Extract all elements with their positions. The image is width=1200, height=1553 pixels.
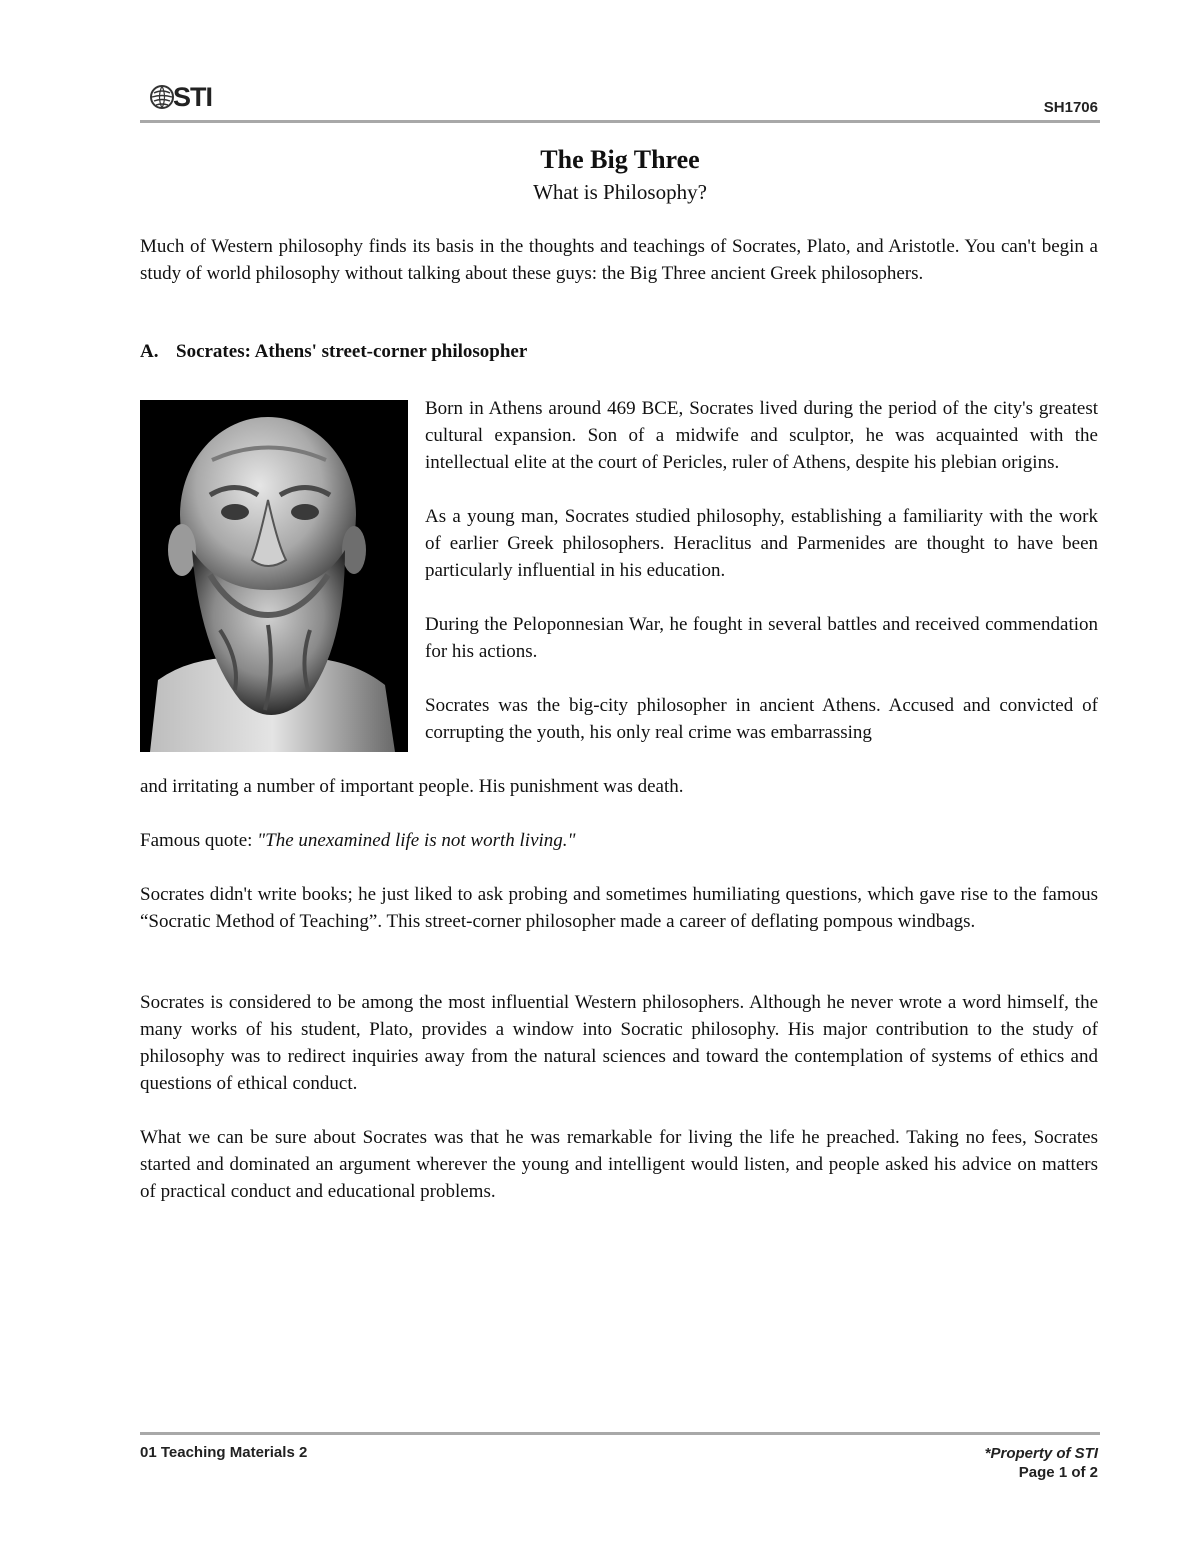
page-number: Page 1 of 2 (1018, 1464, 1098, 1481)
famous-quote (140, 827, 1098, 854)
page-subtitle: What is Philosophy? (533, 180, 707, 204)
globe-icon (149, 84, 175, 110)
section-letter: A. (140, 341, 159, 362)
footer-course: 01 Teaching Materials 2 (140, 1444, 308, 1461)
footer-right (985, 1444, 1098, 1482)
bio-paragraph: Born in Athens around 469 BCE, Socrates lived during the period of the city's greatest cultural expansion. Son of a midwife and sculptor, he was acquainted with the intellectual elite at the court of Pericles, ruler of Athens, despite his plebian origins. (425, 398, 1098, 473)
quote-label: Famous quote: (140, 830, 258, 851)
body-paragraph: What we can be sure about Socrates was that he was remarkable for living the life he preached. Taking no fees, Socrates started and dominated an argument wherever the young and intelligent would listen, and people asked his advice on matters of practical conduct and educational problems. (140, 1127, 1098, 1202)
sti-logo (149, 80, 212, 114)
page-title: The Big Three (540, 145, 700, 174)
header-divider (140, 120, 1100, 123)
section-heading-text: Socrates: Athens' street-corner philosopher (176, 341, 528, 362)
socrates-bio (425, 395, 1098, 773)
body-paragraph: Socrates didn't write books; he just liked to ask probing and sometimes humiliating questions, which gave rise to the famous “Socratic Method of Teaching”. This street-corner philosopher made a career of deflating pompous windbags. (140, 884, 1098, 932)
intro-paragraph: Much of Western philosophy finds its basis in the thoughts and teachings of Socrates, Plato, and Aristotle. You can't begin a study of world philosophy without talking about these guys: the Big Three ancient Greek philosophers. (140, 236, 1098, 284)
bio-paragraph: As a young man, Socrates studied philosophy, establishing a familiarity with the work of earlier Greek philosophers. Heraclitus and Parmenides are thought to have been particularly influential in his education. (425, 506, 1098, 581)
footer-property: *Property of STI (984, 1445, 1098, 1462)
footer-divider (140, 1432, 1100, 1435)
quote-text: "The unexamined life is not worth living." (257, 830, 576, 851)
body-paragraph: Socrates is considered to be among the most influential Western philosophers. Although he never wrote a word himself, the many works of his student, Plato, provides a window into Socratic philosophy. His major contribution to the study of philosophy was to redirect inquiries away from the natural sciences and toward the contemplation of systems of ethics and questions of ethical conduct. (140, 992, 1098, 1094)
section-heading (140, 341, 527, 363)
socrates-bust-illustration (140, 400, 408, 752)
socrates-bust-image (140, 400, 408, 752)
document-code: SH1706 (1043, 99, 1098, 116)
bio-paragraph: Socrates was the big-city philosopher in ancient Athens. Accused and convicted of corrupting the youth, his only real crime was embarrassing (425, 695, 1098, 743)
bio-paragraph: During the Peloponnesian War, he fought in several battles and received commendation for his actions. (425, 614, 1098, 662)
bio-wrap-line: and irritating a number of important people. His punishment was death. (140, 776, 684, 797)
logo-text: STI (173, 81, 213, 112)
